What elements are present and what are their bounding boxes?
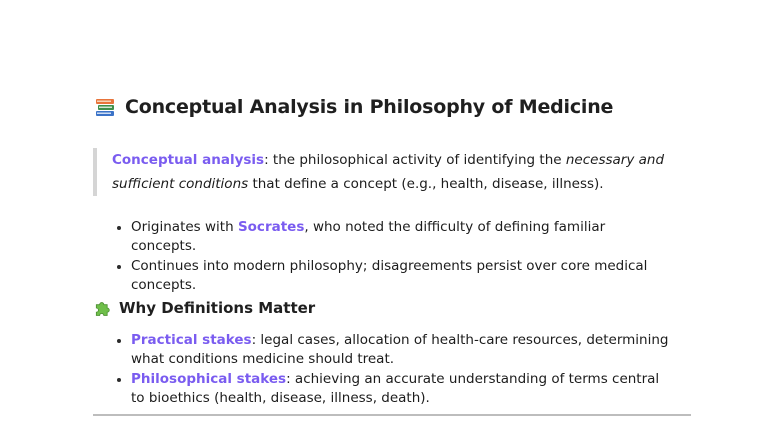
page-title — [93, 92, 693, 122]
bullet-highlight: Practical stakes — [131, 332, 252, 348]
slide-content — [93, 92, 693, 406]
bullet-text: : achieving an accurate understanding of terms central to bioethics (health, disease, illness, death). — [131, 371, 660, 406]
definition-text-1: : the philosophical activity of identifying the — [264, 152, 566, 168]
definition-term: Conceptual analysis — [112, 152, 265, 168]
section-heading-text: Why Definitions Matter — [119, 299, 316, 317]
stakes-list — [93, 331, 673, 409]
bullet-highlight: Philosophical stakes — [131, 371, 287, 387]
section-heading — [93, 296, 315, 320]
definition-callout — [93, 148, 692, 196]
bullet-text: , who noted the difficulty of defining familiar concepts. — [131, 219, 606, 254]
bullet-text: Continues into modern philosophy; disagreements persist over core medical concepts. — [131, 258, 648, 293]
puzzle-piece-icon — [93, 298, 113, 318]
definition-emphasis: necessary and sufficient conditions — [112, 152, 665, 192]
overview-list — [93, 218, 673, 296]
bottom-divider — [93, 414, 691, 416]
bullet-text: : legal cases, allocation of health-care resources, determining what conditions medicine should treat. — [131, 332, 669, 367]
page-title-text: Conceptual Analysis in Philosophy of Medicine — [125, 96, 614, 118]
bullet-text: Originates with — [131, 219, 238, 235]
definition-text-2: that define a concept (e.g., health, disease, illness). — [248, 176, 604, 192]
list-item — [93, 370, 673, 408]
list-item — [93, 218, 673, 256]
books-icon — [93, 95, 117, 119]
list-item — [93, 257, 673, 295]
bullet-highlight: Socrates — [237, 219, 305, 235]
list-item — [93, 331, 673, 369]
